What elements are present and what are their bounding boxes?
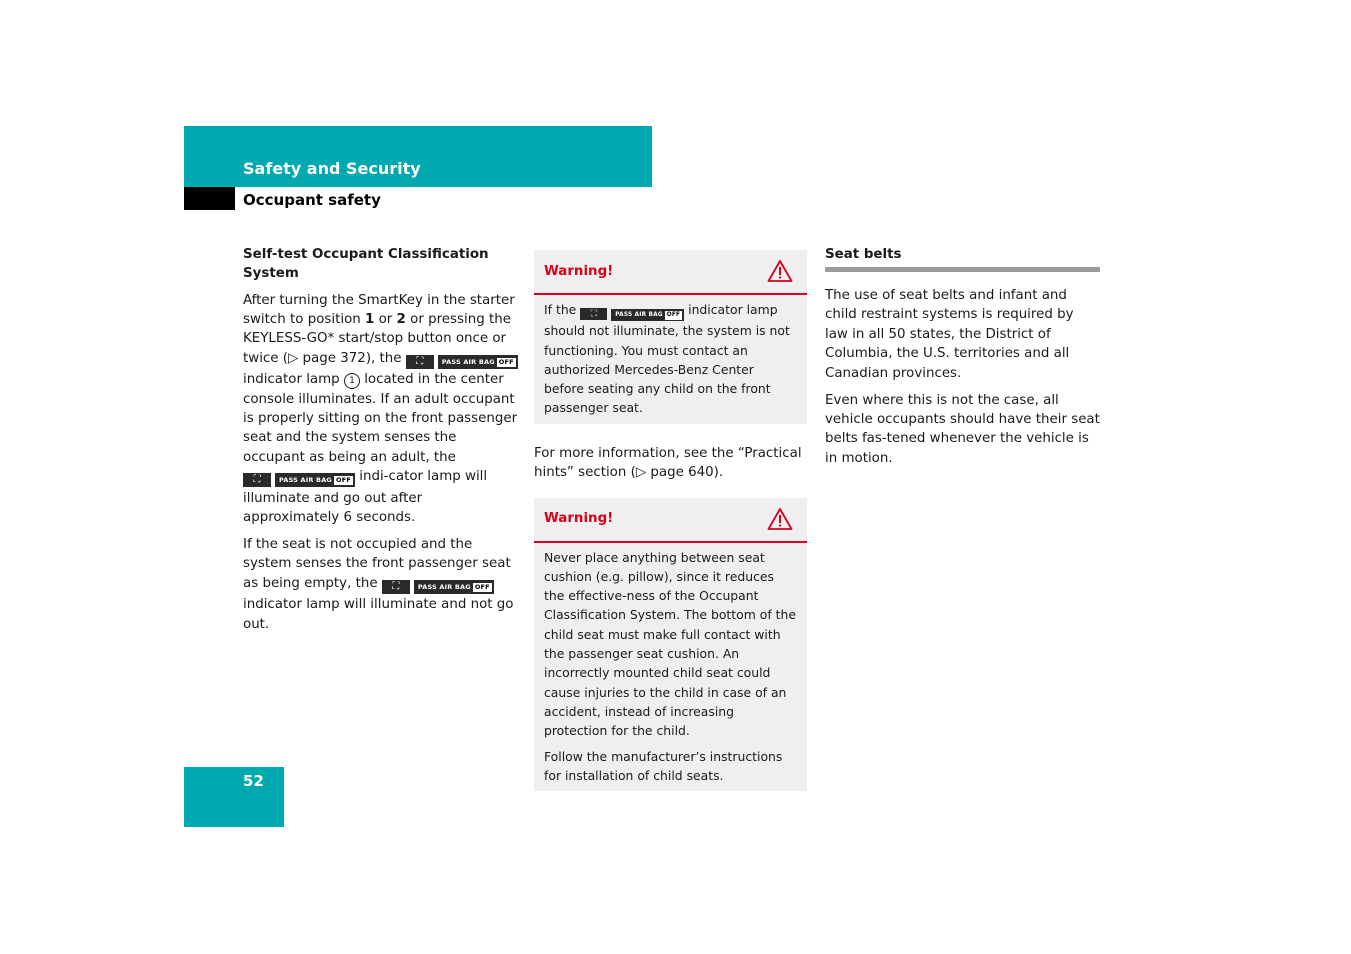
warning-box-child-seat bbox=[534, 498, 807, 792]
warning-label: Warning! bbox=[544, 511, 614, 527]
page-number: 52 bbox=[243, 772, 264, 790]
warning-label: Warning! bbox=[544, 263, 614, 279]
pass-air-bag-off-indicator-icon bbox=[243, 469, 355, 488]
warning-text: If the ⛶ PASS AIR BAG OFF indicator lamp should not illuminate, the system is not functioning. You must contact an authorized Mercedes-Benz Center before seating any child on the front passenger seat. bbox=[544, 302, 790, 416]
pass-air-bag-off-indicator-icon bbox=[406, 351, 518, 370]
section-tab-marker bbox=[184, 187, 235, 210]
right-column bbox=[825, 245, 1100, 476]
section-title: Safety and Security bbox=[243, 159, 421, 178]
seat-belts-paragraph-2: Even where this is not the case, all vehicle occupants should have their seat belts fas-tened whenever the vehicle is in motion. bbox=[825, 392, 1100, 466]
indicator-lamp-number: 1 bbox=[344, 373, 360, 389]
child-seat-icon: ⛶ bbox=[243, 473, 271, 487]
warning-text: Follow the manufacturer’s instructions for installation of child seats. bbox=[544, 748, 783, 783]
warning-header bbox=[534, 250, 807, 295]
pass-air-bag-label: PASS AIR BAG OFF bbox=[611, 309, 684, 321]
warning-body bbox=[534, 295, 807, 424]
child-seat-icon: ⛶ bbox=[580, 308, 607, 320]
warning-text: Never place anything between seat cushion (e.g. pillow), since it reduces the effective-ness of the Occupant Classification System. The bottom of the child seat must make full contact with the passenger seat cushion. An incorrectly mounted child seat could cause injuries to the child in case of an accident, instead of increasing protection for the child. bbox=[544, 549, 796, 739]
warning-box-indicator bbox=[534, 250, 807, 424]
page-number-box bbox=[184, 767, 284, 827]
self-test-paragraph-2: If the seat is not occupied and the system senses the front passenger seat as being empty, the ⛶ PASS AIR BAG OFF indicator lamp will illuminate and not go out. bbox=[243, 536, 514, 632]
seat-belts-paragraph-1: The use of seat belts and infant and child restraint systems is required by law in all 50 states, the District of Columbia, the U.S. territories and all Canadian provinces. bbox=[825, 288, 1074, 381]
middle-column bbox=[534, 250, 807, 811]
self-test-heading: Self-test Occupant Classification System bbox=[243, 247, 489, 281]
pass-air-bag-label: PASS AIR BAG OFF bbox=[275, 473, 355, 487]
warning-body bbox=[534, 543, 807, 792]
seat-belts-heading: Seat belts bbox=[825, 245, 1100, 272]
warning-header bbox=[534, 498, 807, 543]
pass-air-bag-label: PASS AIR BAG OFF bbox=[438, 355, 518, 369]
left-column bbox=[243, 245, 518, 641]
pass-air-bag-off-indicator-icon bbox=[580, 302, 684, 321]
pass-air-bag-off-indicator-icon bbox=[382, 576, 494, 595]
self-test-paragraph-1: After turning the SmartKey in the starter switch to position 1 or 2 or pressing the KEYLESS-GO* start/stop button once or twice (▷ page 372), the ⛶ PASS AIR BAG OFF indicator lamp 1 located in the center console illuminates. If an adult occupant is properly sitting on the front passenger seat and the system senses the occupant as being an adult, the ⛶ PASS AIR BAG OFF indi-cator lamp will illuminate and go out after approximately 6 seconds. bbox=[243, 292, 518, 525]
more-info-paragraph: For more information, see the “Practical hints” section (▷ page 640). bbox=[534, 445, 802, 481]
child-seat-icon: ⛶ bbox=[406, 355, 434, 369]
pass-air-bag-label: PASS AIR BAG OFF bbox=[414, 580, 494, 594]
warning-triangle-icon bbox=[767, 507, 793, 531]
subsection-title: Occupant safety bbox=[243, 191, 381, 209]
child-seat-icon: ⛶ bbox=[382, 580, 410, 594]
warning-triangle-icon bbox=[767, 259, 793, 283]
